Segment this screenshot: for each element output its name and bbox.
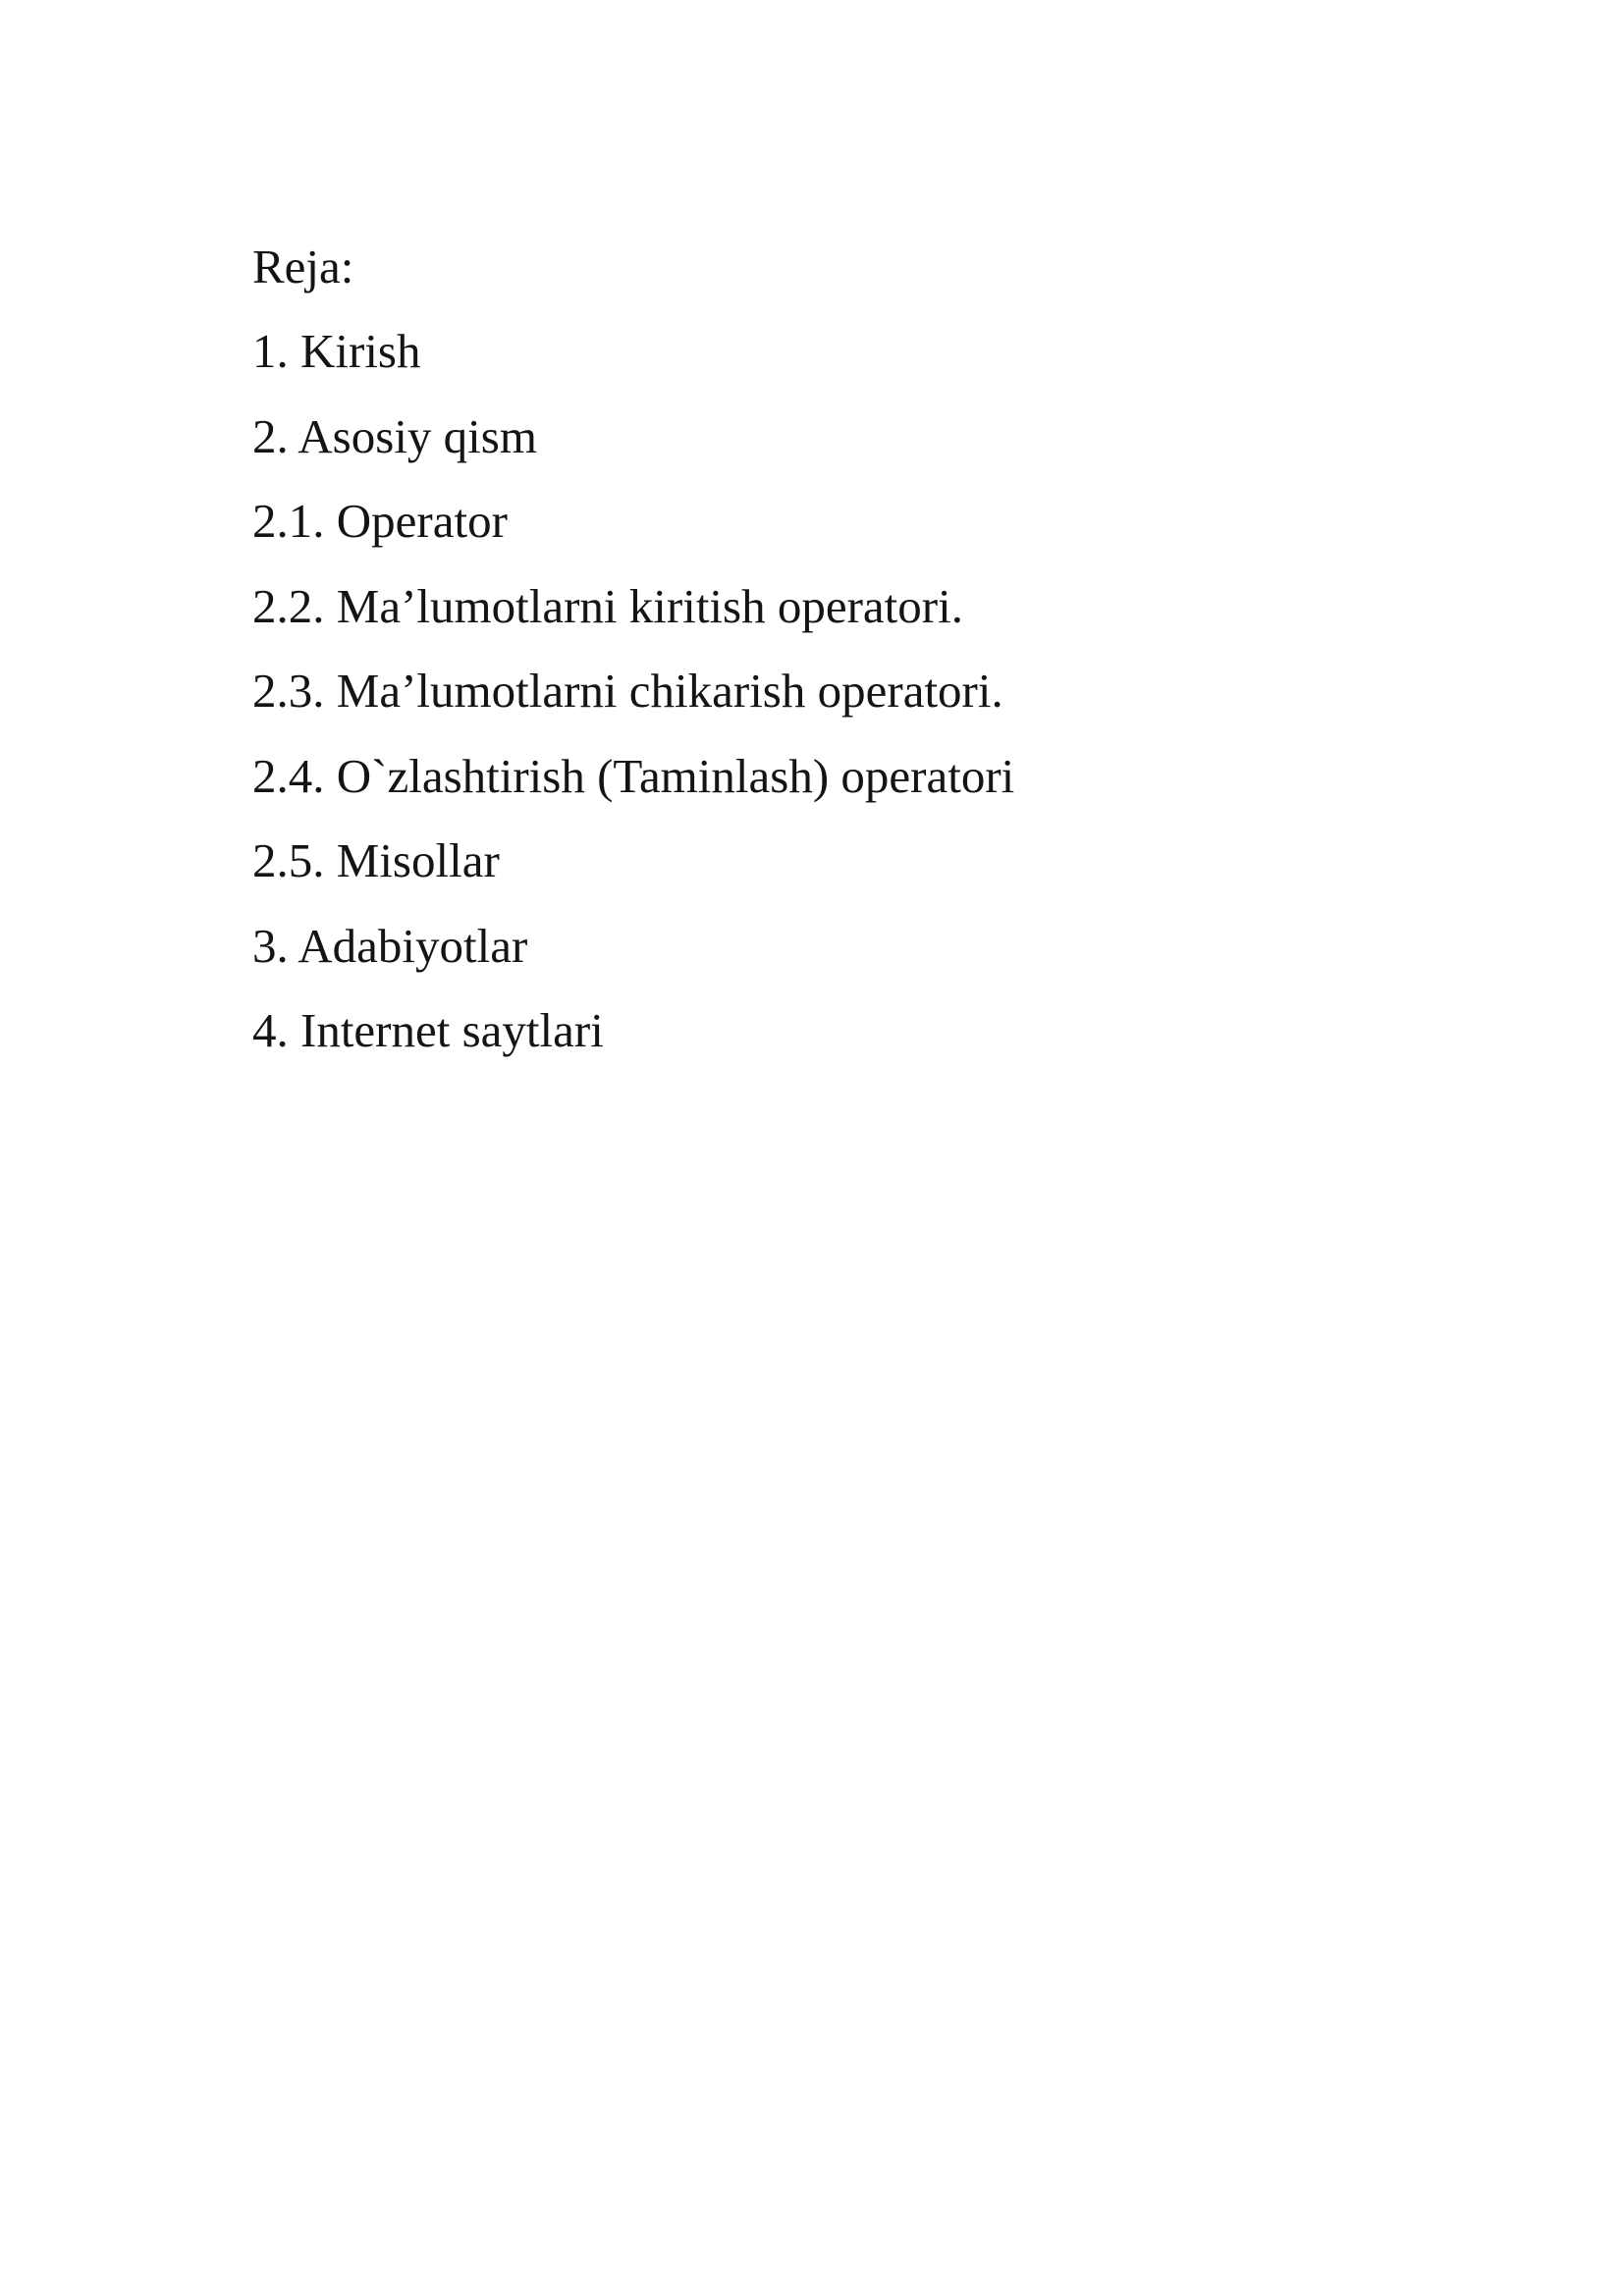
plan-item-kirish: 1. Kirish [252,324,421,378]
plan-item-chikarish-operatori: 2.3. Ma’lumotlarni chikarish operatori. [252,664,1003,718]
plan-item-misollar: 2.5. Misollar [252,833,500,887]
plan-item-ozlashtirish-operatori: 2.4. O`zlashtirish (Taminlash) operatori [252,748,1015,803]
plan-heading: Reja: [252,240,354,294]
plan-item-asosiy-qism: 2. Asosiy qism [252,408,537,463]
plan-item-internet-saytlari: 4. Internet saytlari [252,1003,604,1057]
plan-list [252,240,1431,1089]
plan-item-kiritish-operatori: 2.2. Ma’lumotlarni kiritish operatori. [252,578,963,633]
plan-item-adabiyotlar: 3. Adabiyotlar [252,918,528,973]
plan-item-operator: 2.1. Operator [252,494,508,548]
